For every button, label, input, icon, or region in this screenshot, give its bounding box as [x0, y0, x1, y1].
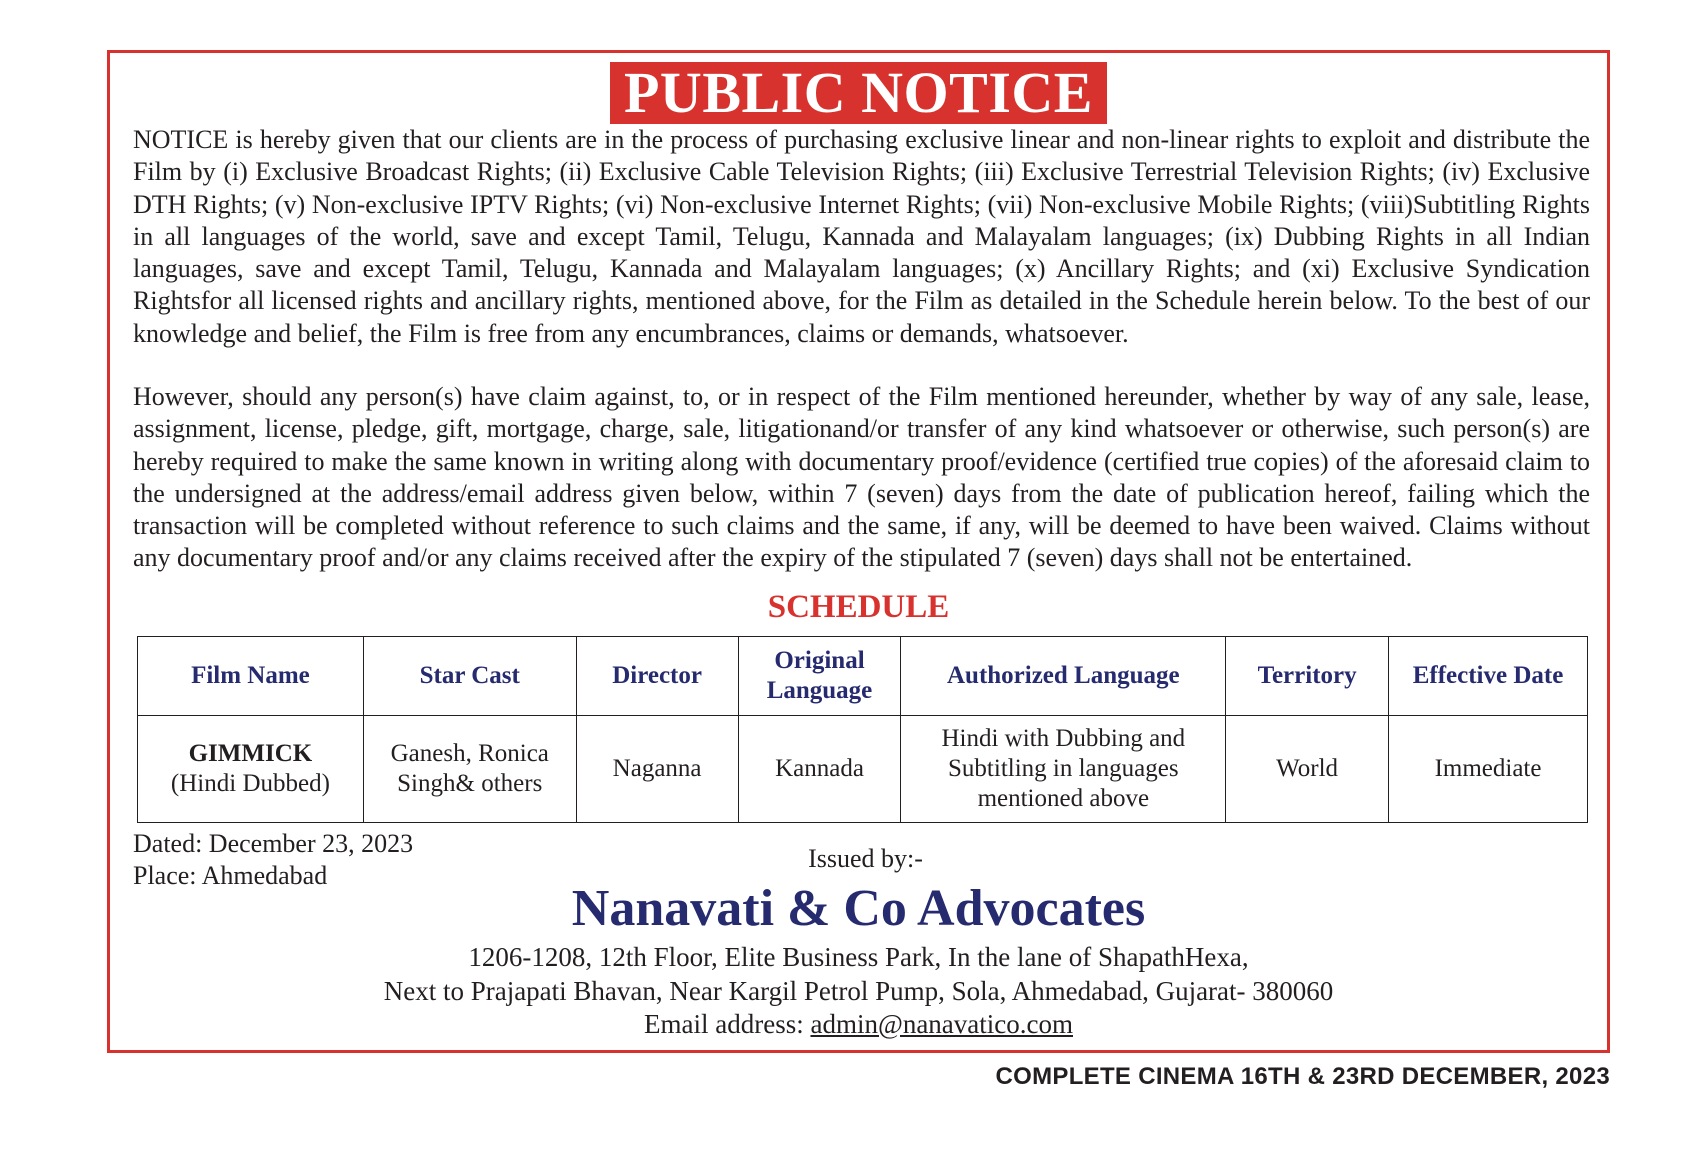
place-line: Place: Ahmedabad	[133, 861, 328, 890]
header-original-language: Original Language	[738, 637, 901, 716]
header-film-name: Film Name	[138, 637, 364, 716]
header-authorized-language: Authorized Language	[901, 637, 1226, 716]
header-director: Director	[576, 637, 738, 716]
cell-star-cast: Ganesh, Ronica Singh& others	[363, 716, 576, 823]
cell-territory: World	[1226, 716, 1389, 823]
header-star-cast: Star Cast	[363, 637, 576, 716]
email-label: Email address:	[644, 1009, 811, 1039]
address-block	[110, 941, 1607, 1042]
film-subtitle: (Hindi Dubbed)	[170, 770, 330, 797]
cell-director: Naganna	[576, 716, 738, 823]
film-name: GIMMICK	[188, 740, 313, 767]
publication-footer: COMPLETE CINEMA 16TH & 23RD DECEMBER, 2023	[995, 1063, 1610, 1090]
header-effective-date: Effective Date	[1389, 637, 1588, 716]
title-wrap	[110, 62, 1607, 124]
address-line-1: 1206-1208, 12th Floor, Elite Business Park, In the lane of ShapathHexa,	[468, 942, 1249, 972]
email-link[interactable]: admin@nanavatico.com	[810, 1009, 1073, 1039]
table-row	[138, 716, 1588, 823]
cell-film-name	[138, 716, 364, 823]
issued-by: Issued by:-	[808, 844, 923, 873]
dated-line: Dated: December 23, 2023	[133, 829, 414, 858]
cell-original-language: Kannada	[738, 716, 901, 823]
notice-frame	[107, 50, 1610, 1053]
firm-name: Nanavati & Co Advocates	[571, 880, 1146, 937]
cell-effective-date: Immediate	[1389, 716, 1588, 823]
schedule-heading: SCHEDULE	[767, 589, 950, 625]
email-line	[110, 1008, 1607, 1042]
table-header-row	[138, 637, 1588, 716]
notice-title: PUBLIC NOTICE	[610, 62, 1107, 124]
notice-paragraph-2: However, should any person(s) have claim against, to, or in respect of the Film mentioned hereunder, whether by way of any sale, lease, assignment, license, pledge, gift, mortgage, charge, sale, litigationand/or transfer of any kind whatsoever or otherwise, such person(s) are hereby required to make the same known in writing along with documentary proof/evidence (certified true copies) of the aforesaid claim to the undersigned at the address/email address given below, within 7 (seven) days from the date of publication hereof, failing which the transaction will be completed without reference to such claims and the same, if any, will be deemed to have been waived. Claims without any documentary proof and/or any claims received after the expiry of the stipulated 7 (seven) days shall not be entertained.	[133, 382, 1590, 573]
notice-paragraph-1: NOTICE is hereby given that our clients are in the process of purchasing exclusive linear and non-linear rights to exploit and distribute the Film by (i) Exclusive Broadcast Rights; (ii) Exclusive Cable Television Rights; (iii) Exclusive Terrestrial Television Rights; (iv) Exclusive DTH Rights; (v) Non-exclusive IPTV Rights; (vi) Non-exclusive Internet Rights; (vii) Non-exclusive Mobile Rights; (viii)Subtitling Rights in all languages of the world, save and except Tamil, Telugu, Kannada and Malayalam languages; (ix) Dubbing Rights in all Indian languages, save and except Tamil, Telugu, Kannada and Malayalam languages; (x) Ancillary Rights; and (xi) Exclusive Syndication Rightsfor all licensed rights and ancillary rights, mentioned above, for the Film as detailed in the Schedule herein below. To the best of our knowledge and belief, the Film is free from any encumbrances, claims or demands, whatsoever.	[133, 125, 1590, 348]
schedule-table	[137, 636, 1588, 823]
header-territory: Territory	[1226, 637, 1389, 716]
address-line-2: Next to Prajapati Bhavan, Near Kargil Petrol Pump, Sola, Ahmedabad, Gujarat- 380060	[383, 975, 1334, 1006]
cell-authorized-language: Hindi with Dubbing and Subtitling in languages mentioned above	[901, 716, 1226, 823]
